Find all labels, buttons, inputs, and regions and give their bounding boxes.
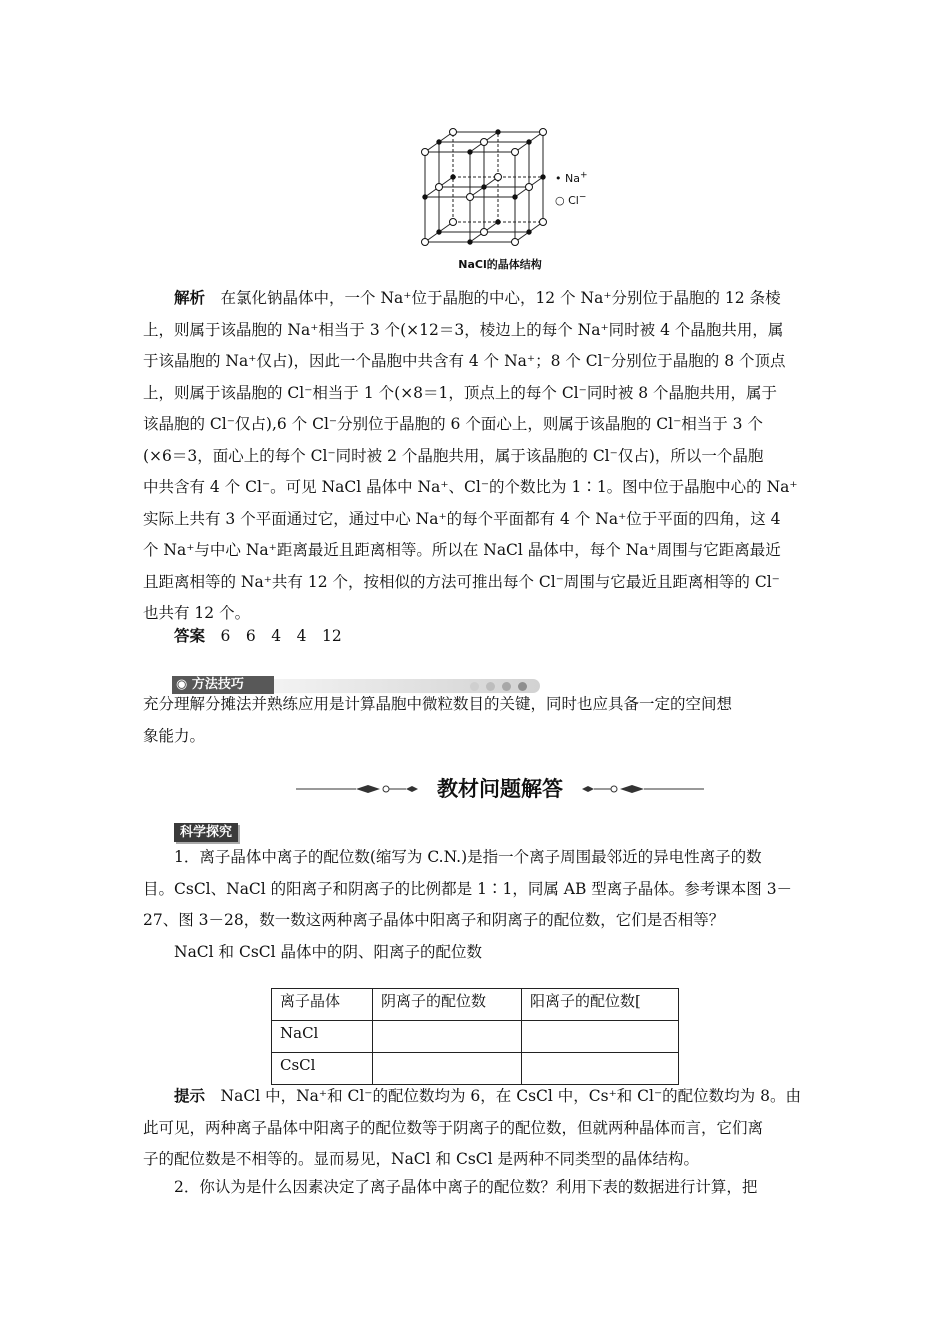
method-tips-label: ◉ 方法技巧 — [172, 676, 274, 694]
coordination-table — [271, 988, 679, 1085]
cl-ion — [495, 174, 502, 181]
na-ion — [527, 140, 531, 144]
science-exploration-label: 科学探究 — [174, 823, 238, 842]
na-ion — [496, 130, 500, 134]
answer-line — [143, 621, 811, 653]
na-ion — [482, 185, 486, 189]
na-dot-icon: • — [555, 172, 562, 185]
cl-ion — [512, 149, 519, 156]
cl-ion — [467, 194, 474, 201]
question-2: 2．你认为是什么因素决定了离子晶体中离子的配位数？利用下表的数据进行计算，把 — [174, 1178, 758, 1196]
na-ion — [496, 220, 500, 224]
cl-ion — [481, 139, 488, 146]
na-ion — [541, 175, 545, 179]
na-ion — [451, 175, 455, 179]
na-ion — [468, 150, 472, 154]
section-title: 教材问题解答 — [437, 777, 563, 801]
legend-na: • Na+ — [555, 170, 588, 185]
cl-ion — [512, 239, 519, 246]
na-ion — [468, 240, 472, 244]
nacl-lattice-diagram — [405, 122, 605, 254]
cl-ion — [540, 129, 547, 136]
na-ion — [437, 140, 441, 144]
cl-ion — [436, 184, 443, 191]
answer-label: 答案 — [174, 627, 206, 645]
table-row: CsCl — [272, 1053, 679, 1085]
na-ion — [437, 230, 441, 234]
cl-ion — [422, 149, 429, 156]
figure-caption: NaCl的晶体结构 — [458, 258, 542, 271]
cl-circle-icon: ○ — [555, 194, 565, 207]
cl-ion — [481, 229, 488, 236]
cl-ion — [526, 184, 533, 191]
analysis-block: 解析 在氯化钠晶体中，一个 Na⁺位于晶胞的中心，12 个 Na⁺分别位于晶胞的 12 条棱 上，则属于该晶胞的 Na⁺相当于 3 个(×12＝3，棱边上的每个 Na⁺同时被 4 个晶胞共用，属 于该晶胞的 Na⁺仅占)，因此一个晶胞中共含有 4 个 Na⁺；8 个 Cl⁻分别位于晶胞的 8 个顶点 上，则属于该晶胞的 Cl⁻相当于 1 个(×8＝1，顶点上的每个 Cl⁻同时被 8 个晶胞共用，属于 该晶胞的 Cl⁻仅占),6 个 Cl⁻分别位于晶胞的 6 个面心上，则属于该晶胞的 Cl⁻相当于 3 个 (×6＝3，面心上的每个 Cl⁻同时被 2 个晶胞共用，属于该晶胞的 Cl⁻仅占)，所以一个晶胞 中共含有 4 个 Cl⁻。可见 NaCl 晶体中 Na⁺、Cl⁻的个数比为 1∶1。图中位于晶胞中心的 Na⁺ 实际上共有 3 个平面通过它，通过中心 Na⁺的每个平面都有 4 个 Na⁺位于平面的四角，这 4 个 Na⁺与中心 Na⁺距离最近且距离相等。所以在 NaCl 晶体中，每个 Na⁺周围与它距离最近 且距离相等的 Na⁺共有 12 个，按相似的方法可推出每个 Cl⁻周围与它最近且距离相等的 Cl⁻ 也共有 12 个。 — [143, 289, 798, 622]
legend-cl: ○ Cl− — [555, 192, 587, 207]
method-tips-text: 充分理解分摊法并熟练应用是计算晶胞中微粒数目的关键，同时也应具备一定的空间想 象能力。 — [143, 695, 733, 745]
answer-text: 6 6 4 4 12 — [220, 627, 342, 645]
nacl-crystal-figure — [405, 122, 605, 272]
hint-block: 提示 NaCl 中，Na⁺和 Cl⁻的配位数均为 6，在 CsCl 中，Cs⁺和 Cl⁻的配位数均为 8。由 此可见，两种离子晶体中阳离子的配位数等于阴离子的配位数，但就两种晶体而言，它们离 子的配位数是不相等的。显而易见，NaCl 和 CsCl 是两种不同类型的晶体结构。 — [143, 1087, 801, 1168]
cl-ion — [450, 129, 457, 136]
cl-ion — [450, 219, 457, 226]
table-title: NaCl 和 CsCl 晶体中的阴、阳离子的配位数 — [174, 942, 483, 961]
table-row: NaCl — [272, 1021, 679, 1053]
section-heading — [296, 772, 704, 806]
na-ion — [423, 195, 427, 199]
hint-label: 提示 — [174, 1087, 206, 1105]
cl-ion — [540, 219, 547, 226]
table-header-row: 离子晶体 阴离子的配位数 阳离子的配位数[ — [272, 989, 679, 1021]
na-ion — [513, 195, 517, 199]
na-ion — [527, 230, 531, 234]
cl-ion — [422, 239, 429, 246]
analysis-label: 解析 — [174, 289, 206, 307]
question-1: 1．离子晶体中离子的配位数(缩写为 C.N.)是指一个离子周围最邻近的异电性离子的数 目。CsCl、NaCl 的阳离子和阴离子的比例都是 1∶1，同属 AB 型离子晶体。参考课本图 3－ 27、图 3－28，数一数这两种离子晶体中阳离子和阴离子的配位数，它们是否相等？ NaCl 和 CsCl 晶体中的阴、阳离子的配位数 — [143, 842, 811, 968]
